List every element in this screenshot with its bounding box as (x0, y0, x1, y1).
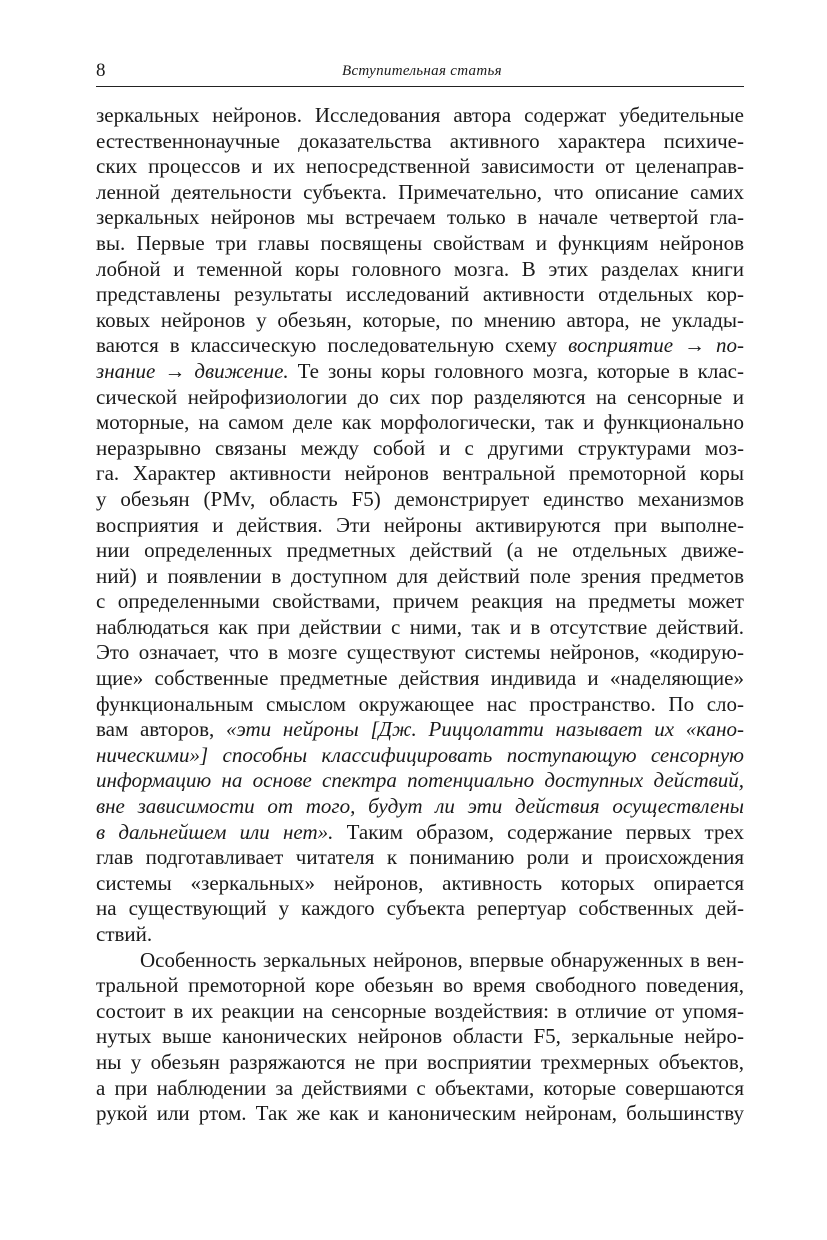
text-line (96, 359, 744, 385)
text-line (96, 717, 744, 743)
text-line: с определенными свойствами, причем реакция на предметы может (96, 589, 744, 614)
text-line: ленной деятельности субъекта. Примечательно, что описание самих (96, 179, 744, 204)
paragraph-2 (96, 948, 744, 1127)
italic-fragment: знание → движение. (96, 358, 289, 383)
text-fragment: вам авторов, (96, 717, 226, 742)
paragraph-1 (96, 103, 744, 948)
text-fragment: ваются в классическую последовательную схему (96, 333, 569, 358)
text-line: моторные, на самом деле как морфологически, так и функционально (96, 410, 744, 435)
body-text (96, 103, 744, 1127)
italic-fragment: ническими»] способны классифицировать поступающую сенсорную (96, 742, 744, 767)
text-fragment: Таким образом, содержание первых трех (333, 819, 744, 844)
text-line: естественнонаучные доказательства активного характера психиче- (96, 128, 744, 153)
text-line: нии определенных предметных действий (а не отдельных движе- (96, 538, 744, 563)
text-line: зеркальных нейронов мы встречаем только в начале четвертой гла- (96, 205, 744, 230)
page-header (96, 56, 744, 87)
book-page (96, 56, 744, 1127)
text-line: восприятия и действия. Эти нейроны активируются при выполне- (96, 512, 744, 537)
text-line (96, 768, 744, 794)
text-line: ских процессов и их непосредственной зависимости от целенаправ- (96, 154, 744, 179)
text-line: Это означает, что в мозге существуют системы нейронов, «кодирую- (96, 640, 744, 665)
text-line: на существующий у каждого субъекта репертуар собственных дей- (96, 896, 744, 921)
text-line: нутых выше канонических нейронов области F5, зеркальные нейро- (96, 1024, 744, 1049)
text-line: Особенность зеркальных нейронов, впервые обнаруженных в вен- (140, 947, 744, 972)
running-title: Вступительная статья (342, 63, 502, 79)
text-line (96, 794, 744, 820)
text-fragment: Те зоны коры головного мозга, которые в клас- (288, 358, 744, 383)
text-line (96, 820, 744, 846)
text-line: ствий. (96, 922, 153, 946)
text-line: наблюдаться как при действии с ними, так и в отсутствие действий. (96, 614, 744, 639)
text-line (96, 333, 744, 359)
text-line: а при наблюдении за действиями с объектами, которые совершаются (96, 1075, 744, 1100)
text-line: лобной и теменной коры головного мозга. В этих разделах книги (96, 256, 744, 281)
text-line: тральной премоторной коре обезьян во время свободного поведения, (96, 973, 744, 998)
text-line: неразрывно связаны между собой и с другими структурами моз- (96, 435, 744, 460)
text-line: функциональным смыслом окружающее нас пространство. По сло- (96, 691, 744, 716)
text-line: вы. Первые три главы посвящены свойствам и функциям нейронов (96, 230, 744, 255)
text-line: га. Характер активности нейронов вентральной премоторной коры (96, 461, 744, 486)
text-line: зеркальных нейронов. Исследования автора содержат убедительные (96, 103, 744, 127)
page-number: 8 (96, 60, 106, 81)
text-line: ны у обезьян разряжаются не при восприятии трехмерных объектов, (96, 1049, 744, 1074)
text-line: ковых нейронов у обезьян, которые, по мнению автора, не уклады- (96, 307, 744, 332)
text-line: состоит в их реакции на сенсорные воздействия: в отличие от упомя- (96, 998, 744, 1023)
italic-fragment: восприятие → по- (568, 333, 744, 358)
italic-fragment: в дальнейшем или нет». (96, 819, 334, 844)
text-line: представлены результаты исследований активности отдельных кор- (96, 282, 744, 307)
italic-fragment: информацию на основе спектра потенциально доступных действий, (96, 768, 744, 793)
text-line: системы «зеркальных» нейронов, активность которых опирается (96, 870, 744, 895)
text-line: рукой или ртом. Так же как и каноническим нейронам, большинству (96, 1101, 744, 1126)
text-line (96, 743, 744, 769)
italic-fragment: вне зависимости от того, будут ли эти действия осуществлены (96, 794, 744, 819)
text-line: ний) и появлении в доступном для действий поле зрения предметов (96, 563, 744, 588)
text-line: щие» собственные предметные действия индивида и «наделяющие» (96, 666, 744, 691)
text-line: у обезьян (PMv, область F5) демонстрирует единство механизмов (96, 486, 744, 511)
text-line: сической нейрофизиологии до сих пор разделяются на сенсорные и (96, 384, 744, 409)
italic-fragment: «эти нейроны [Дж. Риццолатти называет их «кано- (225, 717, 744, 742)
text-line: глав подготавливает читателя к пониманию роли и происхождения (96, 845, 744, 870)
